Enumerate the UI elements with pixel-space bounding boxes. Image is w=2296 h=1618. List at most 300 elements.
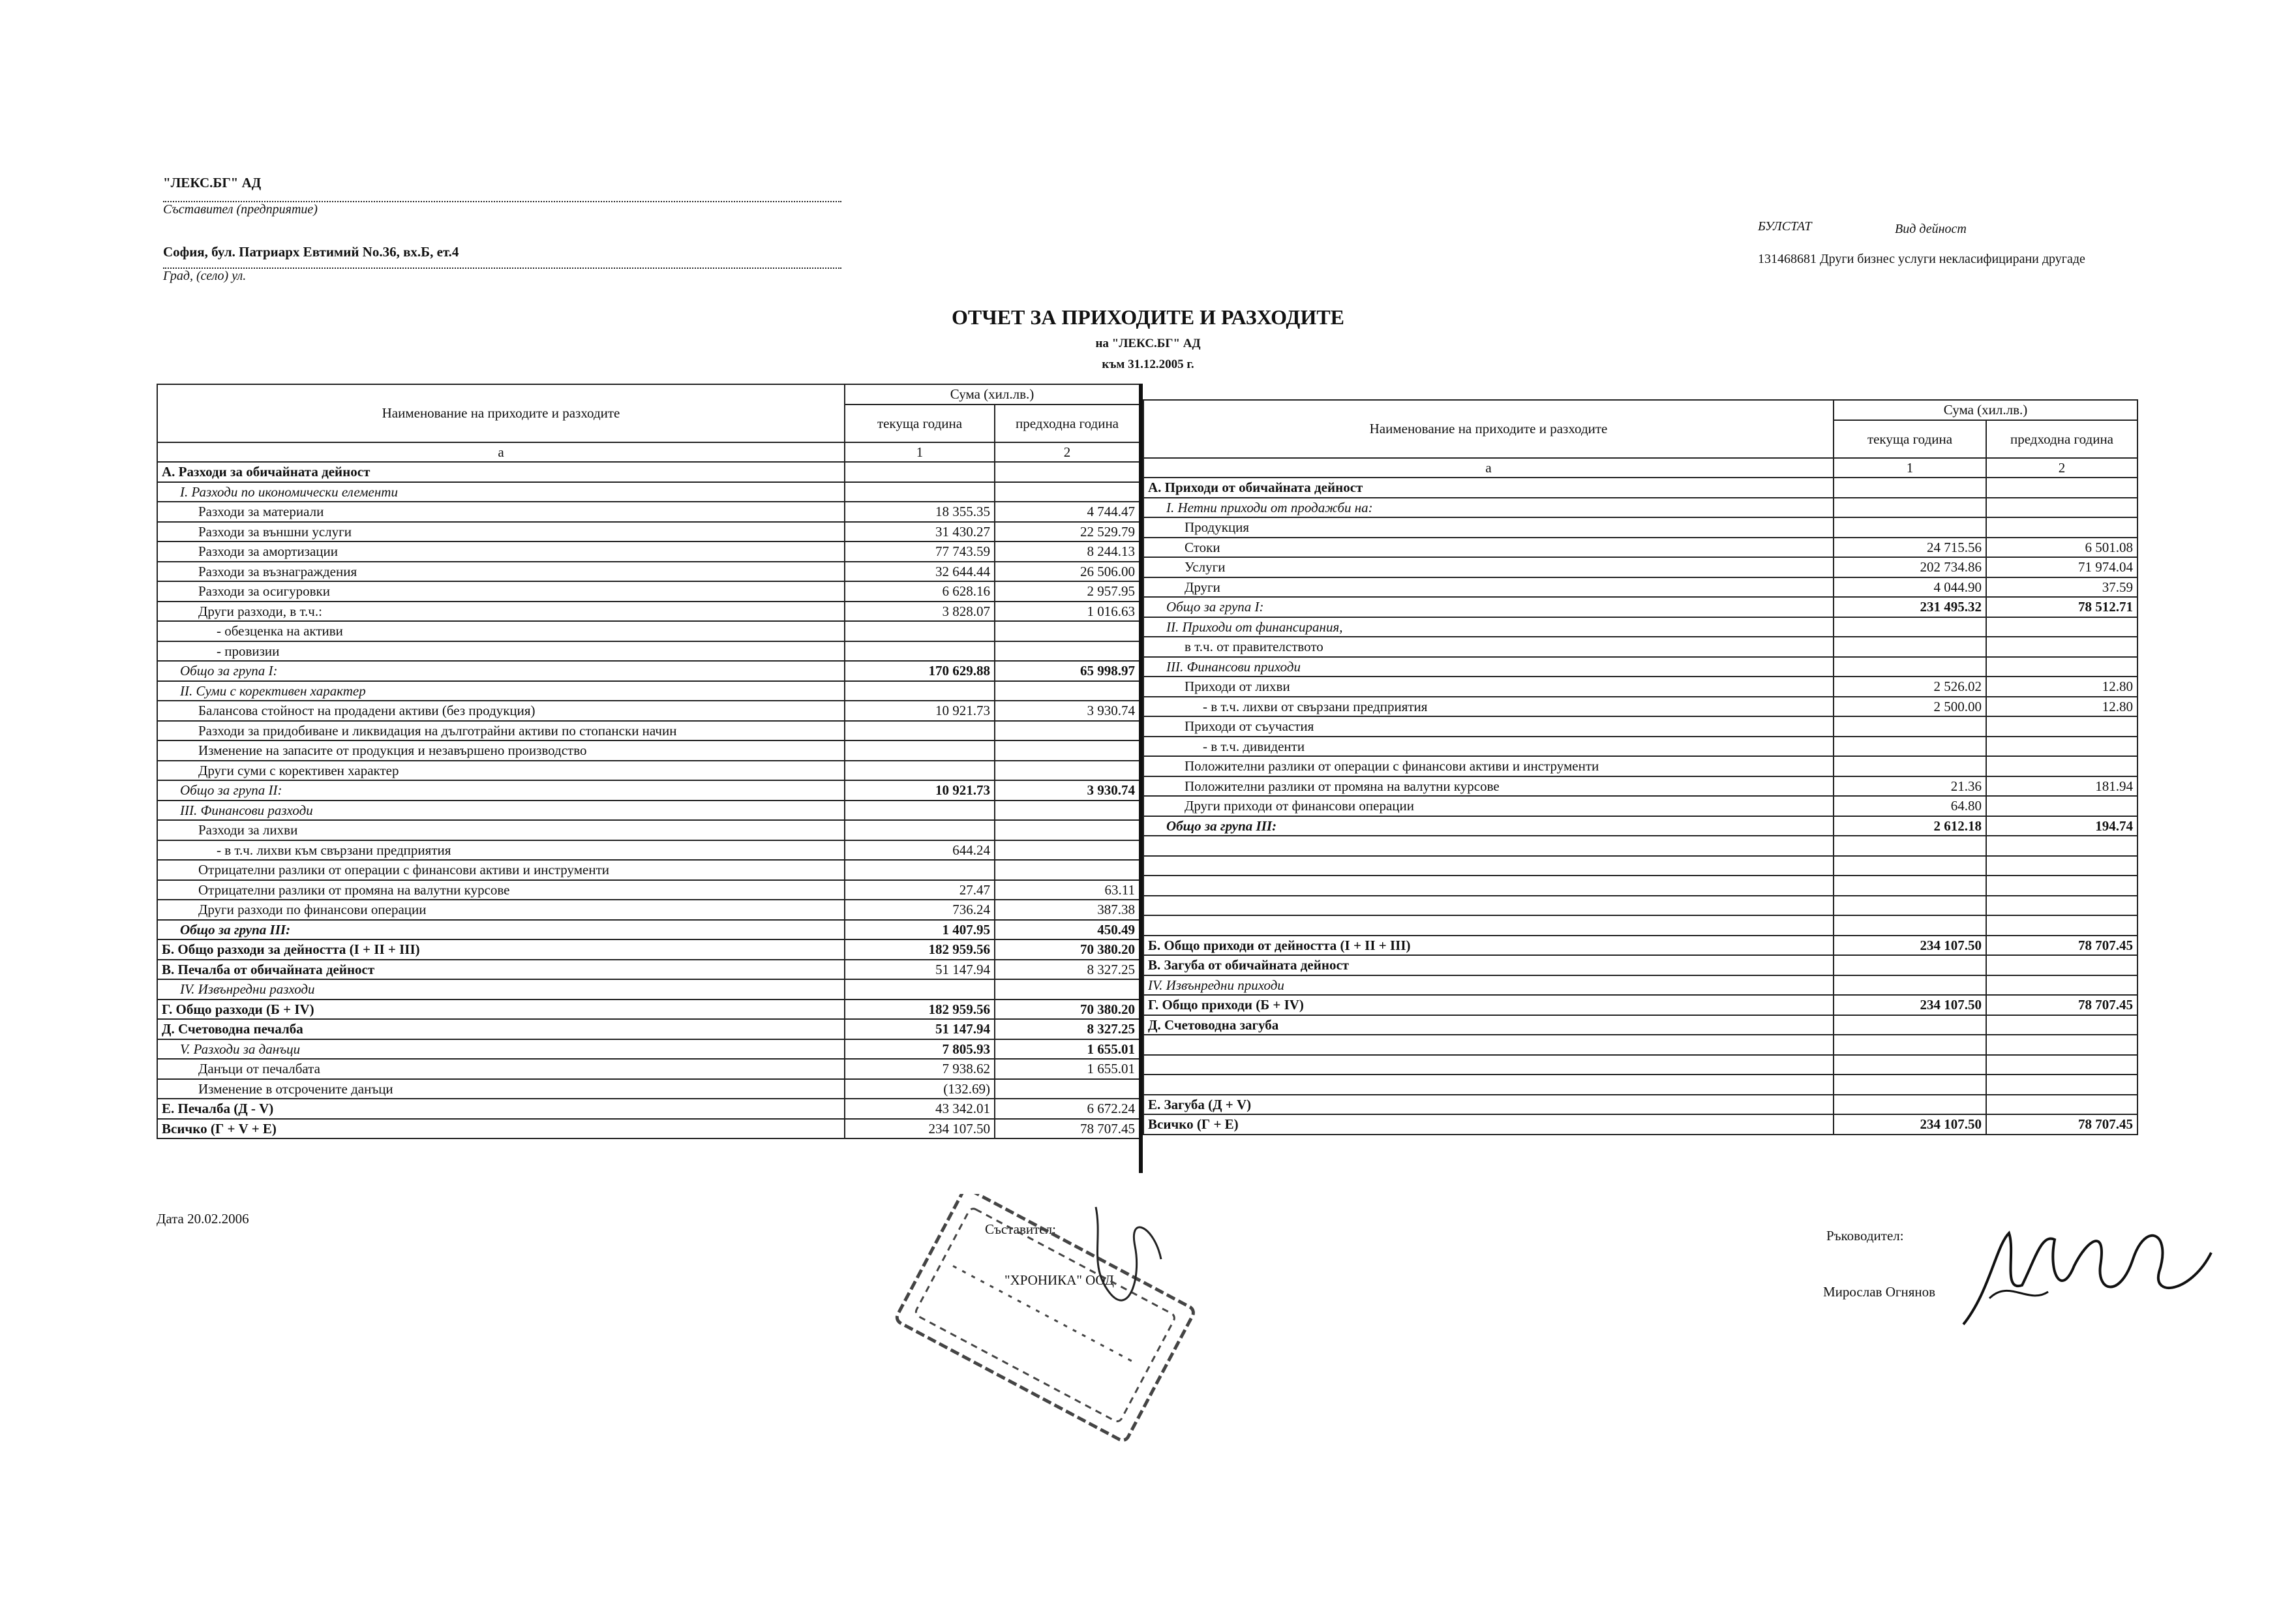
revenue-row-previous	[1986, 657, 2137, 677]
revenue-row-current	[1834, 517, 1986, 538]
expense-row-current: 43 342.01	[845, 1099, 995, 1119]
expense-row-label: IV. Извънредни разходи	[157, 979, 845, 1000]
revenue-row-current	[1834, 1015, 1986, 1035]
expense-row-current	[845, 641, 995, 662]
expense-row-current	[845, 740, 995, 761]
address-caption: Град, (село) ул.	[163, 269, 247, 283]
revenue-row-previous	[1986, 915, 2137, 936]
expense-row	[157, 900, 1140, 920]
bulstat-activity-value: 131468681 Други бизнес услуги некласифицирани другаде	[1758, 252, 2085, 266]
expense-row-label: Разходи за придобиване и ликвидация на дълготрайни активи по стопански начин	[157, 721, 845, 741]
expenses-header-current: текуща година	[845, 404, 995, 442]
revenue-row	[1143, 1075, 2137, 1095]
revenue-row-previous	[1986, 737, 2137, 757]
expense-row-current	[845, 761, 995, 781]
expenses-index-2: 2	[995, 442, 1140, 463]
revenue-row-current	[1834, 1095, 1986, 1115]
expense-row-label: В. Печалба от обичайната дейност	[157, 960, 845, 980]
revenue-row-current: 64.80	[1834, 796, 1986, 816]
expense-row-previous	[995, 801, 1140, 821]
revenue-row-label: IV. Извънредни приходи	[1143, 975, 1834, 996]
revenue-row-previous: 12.80	[1986, 677, 2137, 697]
revenue-row	[1143, 498, 2137, 518]
revenue-row-current	[1834, 836, 1986, 856]
revenue-row	[1143, 737, 2137, 757]
revenue-row-previous	[1986, 478, 2137, 498]
expense-row-label: V. Разходи за данъци	[157, 1039, 845, 1060]
report-date-footer: Дата 20.02.2006	[157, 1211, 249, 1227]
expense-row-current: 10 921.73	[845, 701, 995, 721]
revenue-row-previous	[1986, 1035, 2137, 1055]
expense-row	[157, 740, 1140, 761]
expense-row-current: 51 147.94	[845, 960, 995, 980]
expense-row-current: 31 430.27	[845, 522, 995, 542]
revenue-row-previous	[1986, 836, 2137, 856]
revenue-row-previous	[1986, 637, 2137, 657]
revenue-row-previous: 6 501.08	[1986, 538, 2137, 558]
revenues-index-a: а	[1143, 458, 1834, 478]
report-title: ОТЧЕТ ЗА ПРИХОДИТЕ И РАЗХОДИТЕ	[951, 305, 1345, 329]
expense-row-label: Разходи за външни услуги	[157, 522, 845, 542]
expense-row-label: Други разходи, в т.ч.:	[157, 602, 845, 622]
expense-row-previous: 65 998.97	[995, 661, 1140, 681]
expense-row-label: II. Суми с корективен характер	[157, 681, 845, 701]
revenue-row-current	[1834, 915, 1986, 936]
expense-row-previous: 26 506.00	[995, 562, 1140, 582]
expense-row	[157, 761, 1140, 781]
revenue-row-label: Б. Общо приходи от дейността (I + II + III)	[1143, 936, 1834, 956]
expense-row	[157, 621, 1140, 641]
expense-row-current: 3 828.07	[845, 602, 995, 622]
revenue-row-label: в т.ч. от правителството	[1143, 637, 1834, 657]
expense-row-previous: 450.49	[995, 920, 1140, 940]
expense-row-current: 77 743.59	[845, 542, 995, 562]
expense-row-previous	[995, 1079, 1140, 1099]
revenue-row-current: 231 495.32	[1834, 597, 1986, 617]
revenue-row-previous: 78 707.45	[1986, 1114, 2137, 1135]
expense-row-previous	[995, 621, 1140, 641]
revenue-row-previous	[1986, 617, 2137, 637]
expense-row-label: Разходи за осигуровки	[157, 581, 845, 602]
revenue-row-current	[1834, 1055, 1986, 1075]
expense-row-previous	[995, 820, 1140, 840]
expense-row-current	[845, 979, 995, 1000]
expense-row	[157, 960, 1140, 980]
revenue-row	[1143, 756, 2137, 776]
revenue-row-previous	[1986, 756, 2137, 776]
revenue-row-current	[1834, 1035, 1986, 1055]
expense-row	[157, 780, 1140, 801]
revenue-row	[1143, 1015, 2137, 1035]
expenses-index-a: а	[157, 442, 845, 463]
revenue-row-label: Г. Общо приходи (Б + IV)	[1143, 995, 1834, 1015]
compiler-signature	[1083, 1200, 1174, 1318]
revenue-row-label	[1143, 856, 1834, 876]
compiler-name: "ХРОНИКА" ООД	[1004, 1272, 1114, 1288]
expense-row-label: Отрицателни разлики от промяна на валутни курсове	[157, 880, 845, 900]
report-date: към 31.12.2005 г.	[1102, 358, 1194, 371]
expense-row-current	[845, 462, 995, 482]
expense-row	[157, 1119, 1140, 1139]
expense-row	[157, 840, 1140, 861]
expense-row	[157, 562, 1140, 582]
compiler-label: Съставител:	[985, 1221, 1056, 1237]
revenue-row-previous: 71 974.04	[1986, 557, 2137, 577]
expense-row-previous	[995, 462, 1140, 482]
revenue-row	[1143, 995, 2137, 1015]
expense-row	[157, 1079, 1140, 1099]
revenue-row-current	[1834, 498, 1986, 518]
expense-row-label: Други суми с корективен характер	[157, 761, 845, 781]
revenue-row-label: Положителни разлики от промяна на валутни курсове	[1143, 776, 1834, 797]
expense-row	[157, 681, 1140, 701]
revenue-row-previous	[1986, 975, 2137, 996]
revenue-row	[1143, 1114, 2137, 1135]
revenue-row-previous	[1986, 1055, 2137, 1075]
expense-row-previous: 3 930.74	[995, 780, 1140, 801]
expense-row	[157, 820, 1140, 840]
expense-row-previous: 6 672.24	[995, 1099, 1140, 1119]
revenue-row	[1143, 936, 2137, 956]
expense-row-label: Данъци от печалбата	[157, 1059, 845, 1079]
expense-row-label: Б. Общо разходи за дейността (I + II + III)	[157, 939, 845, 960]
revenue-row-current: 4 044.90	[1834, 577, 1986, 598]
expense-row-label: Разходи за амортизации	[157, 542, 845, 562]
manager-name: Мирослав Огнянов	[1823, 1284, 1936, 1300]
expense-row-previous: 63.11	[995, 880, 1140, 900]
expense-row-current: 6 628.16	[845, 581, 995, 602]
expense-row-label: Е. Печалба (Д - V)	[157, 1099, 845, 1119]
expense-row	[157, 602, 1140, 622]
expense-row-previous	[995, 641, 1140, 662]
expense-row-label: Изменение на запасите от продукция и незавършено производство	[157, 740, 845, 761]
expense-row-label: Д. Счетоводна печалба	[157, 1019, 845, 1039]
expense-row-current	[845, 621, 995, 641]
revenue-row	[1143, 597, 2137, 617]
expense-row-label: Общо за група I:	[157, 661, 845, 681]
expense-row-current	[845, 721, 995, 741]
revenue-row-label: Всичко (Г + Е)	[1143, 1114, 1834, 1135]
revenue-row-current	[1834, 856, 1986, 876]
revenue-row-previous: 194.74	[1986, 816, 2137, 836]
expense-row-previous	[995, 840, 1140, 861]
revenue-row-previous	[1986, 796, 2137, 816]
revenue-row-current	[1834, 737, 1986, 757]
revenue-row-previous	[1986, 876, 2137, 896]
revenue-row-label: Услуги	[1143, 557, 1834, 577]
manager-label: Ръководител:	[1826, 1228, 1904, 1244]
bulstat-label: БУЛСТАТ	[1758, 219, 1812, 234]
revenue-row-current: 202 734.86	[1834, 557, 1986, 577]
expense-row-previous: 70 380.20	[995, 939, 1140, 960]
revenue-row-current	[1834, 955, 1986, 975]
expenses-header-previous: предходна година	[995, 404, 1140, 442]
expense-row-current: 18 355.35	[845, 502, 995, 522]
revenue-row-label: Положителни разлики от операции с финансови активи и инструменти	[1143, 756, 1834, 776]
expense-row	[157, 880, 1140, 900]
expense-row	[157, 502, 1140, 522]
expense-row-previous: 70 380.20	[995, 1000, 1140, 1020]
revenue-row-current: 24 715.56	[1834, 538, 1986, 558]
company-address: София, бул. Патриарх Евтимий No.36, вх.Б, ет.4	[163, 244, 459, 260]
revenue-row-label: - в т.ч. лихви от свързани предприятия	[1143, 697, 1834, 717]
revenue-row	[1143, 617, 2137, 637]
expense-row	[157, 920, 1140, 940]
revenue-row-label: III. Финансови приходи	[1143, 657, 1834, 677]
revenues-table	[1143, 399, 2138, 1135]
revenue-row-previous	[1986, 716, 2137, 737]
report-company: на "ЛЕКС.БГ" АД	[1095, 337, 1201, 350]
revenue-row	[1143, 816, 2137, 836]
revenue-row-previous: 181.94	[1986, 776, 2137, 797]
revenue-row-current: 2 526.02	[1834, 677, 1986, 697]
revenues-header-sum: Сума (хил.лв.)	[1834, 400, 2137, 420]
revenue-row	[1143, 915, 2137, 936]
expense-row	[157, 1039, 1140, 1060]
address-underline	[163, 267, 841, 269]
revenue-row	[1143, 577, 2137, 598]
expense-row-current: 10 921.73	[845, 780, 995, 801]
revenue-row-previous	[1986, 955, 2137, 975]
revenue-row	[1143, 796, 2137, 816]
expense-row-label: Общо за група III:	[157, 920, 845, 940]
revenue-row-label	[1143, 836, 1834, 856]
revenue-row-label: - в т.ч. дивиденти	[1143, 737, 1834, 757]
expense-row-label: - провизии	[157, 641, 845, 662]
expense-row-label: III. Финансови разходи	[157, 801, 845, 821]
revenue-row	[1143, 856, 2137, 876]
expense-row	[157, 542, 1140, 562]
expense-row	[157, 1099, 1140, 1119]
revenues-index-2: 2	[1986, 458, 2137, 478]
expense-row-current	[845, 801, 995, 821]
expense-row	[157, 860, 1140, 880]
revenue-row-label: Приходи от съучастия	[1143, 716, 1834, 737]
revenue-row	[1143, 657, 2137, 677]
expense-row-current	[845, 820, 995, 840]
expense-row-label: - обезценка на активи	[157, 621, 845, 641]
revenue-row	[1143, 955, 2137, 975]
revenue-row-current	[1834, 617, 1986, 637]
expense-row-previous	[995, 681, 1140, 701]
expense-row-previous: 8 327.25	[995, 1019, 1140, 1039]
revenue-row	[1143, 975, 2137, 996]
revenue-row-label: I. Нетни приходи от продажби на:	[1143, 498, 1834, 518]
revenue-row-previous	[1986, 1075, 2137, 1095]
revenue-row-current: 2 612.18	[1834, 816, 1986, 836]
expense-row-current: 736.24	[845, 900, 995, 920]
revenue-row-label: Приходи от лихви	[1143, 677, 1834, 697]
revenue-row-previous	[1986, 517, 2137, 538]
expense-row-current: 234 107.50	[845, 1119, 995, 1139]
expense-row-current: 7 805.93	[845, 1039, 995, 1060]
revenue-row-label	[1143, 915, 1834, 936]
revenue-row-label: Други	[1143, 577, 1834, 598]
revenue-row-label: Общо за група III:	[1143, 816, 1834, 836]
expense-row-previous: 8 244.13	[995, 542, 1140, 562]
revenue-row	[1143, 478, 2137, 498]
revenue-row-current: 234 107.50	[1834, 936, 1986, 956]
expense-row	[157, 661, 1140, 681]
revenue-row-previous	[1986, 896, 2137, 916]
expense-row-current: 170 629.88	[845, 661, 995, 681]
revenue-row	[1143, 557, 2137, 577]
revenue-row-label	[1143, 1075, 1834, 1095]
expense-row-label: Разходи за лихви	[157, 820, 845, 840]
expense-row-label: - в т.ч. лихви към свързани предприятия	[157, 840, 845, 861]
expense-row	[157, 701, 1140, 721]
revenue-row-label	[1143, 896, 1834, 916]
expense-row-current: 644.24	[845, 840, 995, 861]
expense-row	[157, 721, 1140, 741]
revenue-row	[1143, 538, 2137, 558]
revenue-row-previous: 78 707.45	[1986, 936, 2137, 956]
revenues-header-current: текуща година	[1834, 420, 1986, 458]
expense-row-previous	[995, 860, 1140, 880]
expense-row-previous: 78 707.45	[995, 1119, 1140, 1139]
revenue-row-previous	[1986, 856, 2137, 876]
revenue-row	[1143, 1055, 2137, 1075]
revenue-row	[1143, 697, 2137, 717]
revenue-row	[1143, 776, 2137, 797]
expense-row-label: Разходи за материали	[157, 502, 845, 522]
revenue-row-label: В. Загуба от обичайната дейност	[1143, 955, 1834, 975]
revenue-row-current	[1834, 478, 1986, 498]
expense-row-label: Изменение в отсрочените данъци	[157, 1079, 845, 1099]
revenue-row-current	[1834, 876, 1986, 896]
expense-row-current	[845, 482, 995, 502]
revenue-row-label: Общо за група I:	[1143, 597, 1834, 617]
expense-row-current: 51 147.94	[845, 1019, 995, 1039]
revenue-row	[1143, 517, 2137, 538]
expenses-header-sum: Сума (хил.лв.)	[845, 384, 1140, 404]
expense-row-label: Разходи за възнаграждения	[157, 562, 845, 582]
revenues-header-previous: предходна година	[1986, 420, 2137, 458]
revenue-row-current: 21.36	[1834, 776, 1986, 797]
expense-row	[157, 939, 1140, 960]
revenue-row-previous: 78 707.45	[1986, 995, 2137, 1015]
revenue-row	[1143, 716, 2137, 737]
expense-row-label: А. Разходи за обичайната дейност	[157, 462, 845, 482]
revenue-row-previous: 37.59	[1986, 577, 2137, 598]
company-name: "ЛЕКС.БГ" АД	[163, 175, 262, 191]
revenue-row-label	[1143, 1055, 1834, 1075]
revenue-row-label: Д. Счетоводна загуба	[1143, 1015, 1834, 1035]
expense-row-label: Други разходи по финансови операции	[157, 900, 845, 920]
expense-row-previous: 387.38	[995, 900, 1140, 920]
revenue-row-current: 234 107.50	[1834, 1114, 1986, 1135]
expense-row	[157, 1059, 1140, 1079]
activity-label: Вид дейност	[1895, 222, 1967, 236]
expense-row-current: 1 407.95	[845, 920, 995, 940]
revenue-row-current: 234 107.50	[1834, 995, 1986, 1015]
expense-row-current	[845, 681, 995, 701]
revenue-row	[1143, 677, 2137, 697]
expenses-header-name: Наименование на приходите и разходите	[157, 384, 845, 442]
revenue-row-label	[1143, 876, 1834, 896]
revenue-row-current: 2 500.00	[1834, 697, 1986, 717]
revenue-row-previous	[1986, 1015, 2137, 1035]
revenue-row-current	[1834, 657, 1986, 677]
revenue-row-label: А. Приходи от обичайната дейност	[1143, 478, 1834, 498]
expense-row-label: Г. Общо разходи (Б + IV)	[157, 1000, 845, 1020]
revenue-row-label: Е. Загуба (Д + V)	[1143, 1095, 1834, 1115]
revenue-row-previous: 12.80	[1986, 697, 2137, 717]
expense-row	[157, 482, 1140, 502]
expense-row-previous	[995, 979, 1140, 1000]
revenue-row	[1143, 637, 2137, 657]
revenue-row-current	[1834, 637, 1986, 657]
expense-row	[157, 1000, 1140, 1020]
revenue-row	[1143, 1095, 2137, 1115]
expense-row-current: 7 938.62	[845, 1059, 995, 1079]
manager-signature	[1950, 1194, 2224, 1337]
expense-row-label: Отрицателни разлики от операции с финансови активи и инструменти	[157, 860, 845, 880]
expense-row-previous	[995, 721, 1140, 741]
company-caption: Съставител (предприятие)	[163, 202, 318, 217]
revenue-row-previous: 78 512.71	[1986, 597, 2137, 617]
revenue-row-current	[1834, 896, 1986, 916]
expense-row-label: Балансова стойност на продадени активи (без продукция)	[157, 701, 845, 721]
revenue-row	[1143, 896, 2137, 916]
expenses-index-1: 1	[845, 442, 995, 463]
revenue-row-previous	[1986, 498, 2137, 518]
expense-row-previous: 2 957.95	[995, 581, 1140, 602]
expenses-table	[157, 384, 1140, 1139]
expense-row-previous: 1 016.63	[995, 602, 1140, 622]
expense-row-label: I. Разходи по икономически елементи	[157, 482, 845, 502]
revenue-row-current	[1834, 756, 1986, 776]
revenues-header-name: Наименование на приходите и разходите	[1143, 400, 1834, 458]
expense-row	[157, 462, 1140, 482]
expense-row-current: 182 959.56	[845, 939, 995, 960]
expense-row-current: 27.47	[845, 880, 995, 900]
revenue-row-label: Други приходи от финансови операции	[1143, 796, 1834, 816]
expense-row-previous: 3 930.74	[995, 701, 1140, 721]
expense-row-current: (132.69)	[845, 1079, 995, 1099]
expense-row-previous	[995, 740, 1140, 761]
revenue-row	[1143, 836, 2137, 856]
revenue-row-label	[1143, 1035, 1834, 1055]
expense-row	[157, 522, 1140, 542]
revenue-row-previous	[1986, 1095, 2137, 1115]
expense-row	[157, 581, 1140, 602]
expense-row-previous: 4 744.47	[995, 502, 1140, 522]
expense-row-previous	[995, 761, 1140, 781]
expense-row-previous: 22 529.79	[995, 522, 1140, 542]
expense-row-current	[845, 860, 995, 880]
expense-row-previous: 8 327.25	[995, 960, 1140, 980]
expense-row	[157, 641, 1140, 662]
expense-row-previous	[995, 482, 1140, 502]
expense-row-current: 32 644.44	[845, 562, 995, 582]
revenues-index-1: 1	[1834, 458, 1986, 478]
expense-row-label: Общо за група II:	[157, 780, 845, 801]
revenue-row-label: Продукция	[1143, 517, 1834, 538]
revenue-row	[1143, 1035, 2137, 1055]
revenue-row-label: II. Приходи от финансирания,	[1143, 617, 1834, 637]
expense-row-previous: 1 655.01	[995, 1039, 1140, 1060]
expense-row-label: Всичко (Г + V + Е)	[157, 1119, 845, 1139]
expense-row	[157, 801, 1140, 821]
revenue-row	[1143, 876, 2137, 896]
expense-row-previous: 1 655.01	[995, 1059, 1140, 1079]
expense-row	[157, 1019, 1140, 1039]
revenue-row-label: Стоки	[1143, 538, 1834, 558]
revenue-row-current	[1834, 716, 1986, 737]
expense-row	[157, 979, 1140, 1000]
revenue-row-current	[1834, 975, 1986, 996]
